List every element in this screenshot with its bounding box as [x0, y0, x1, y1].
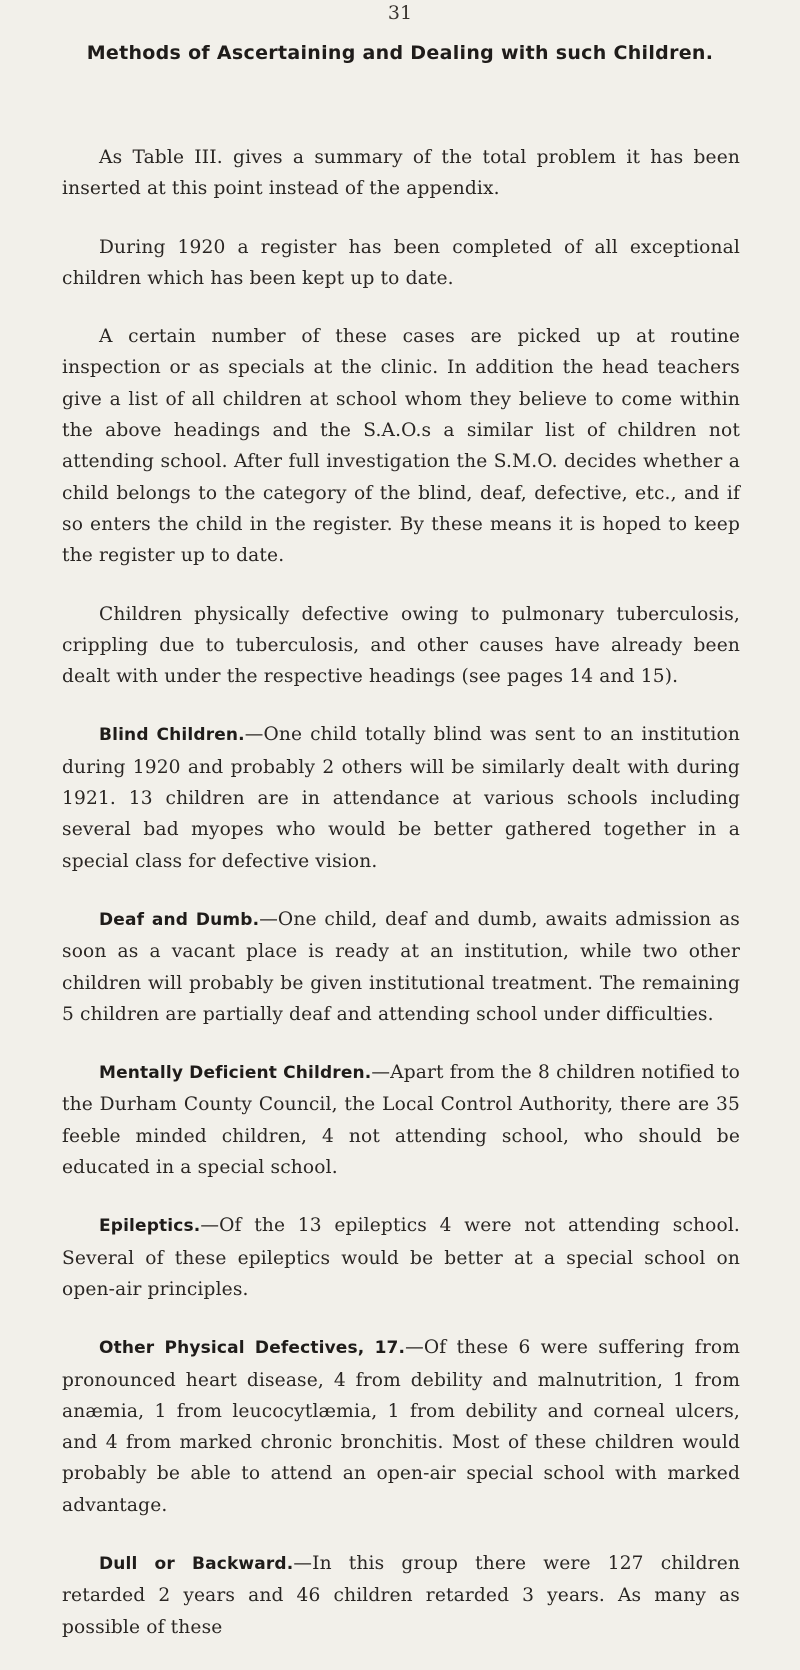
paragraph-heading: Blind Children.: [99, 725, 245, 746]
body-text: [62, 142, 740, 1670]
paragraph-physically-defective: [62, 599, 740, 693]
paragraph-mentally-deficient: [62, 1057, 740, 1183]
paragraph-heading: Dull or Backward.: [99, 1553, 294, 1574]
paragraph-heading: Other Physical Defectives, 17.: [99, 1338, 406, 1359]
paragraph-register: [62, 232, 740, 295]
paragraph-text: —Of the 13 epileptics 4 were not attending school. Several of these epileptics would be better at a special school on open-air principles.: [62, 1215, 740, 1300]
paragraph-epileptics: [62, 1210, 740, 1305]
paragraph-blind-children: [62, 719, 740, 876]
paragraph-text: As Table III. gives a summary of the total problem it has been inserted at this point instead of the appendix.: [62, 147, 740, 200]
paragraph-dull-or-backward: [62, 1548, 740, 1643]
paragraph-text: —One child, deaf and dumb, awaits admission as soon as a vacant place is ready at an institution, while two other children will probably be given institutional treatment. The remaining 5 children are partially deaf and attending school under difficulties.: [62, 908, 740, 1025]
paragraph-text: —In this group there were 127 children retarded 2 years and 46 children retarded 3 years. As many as possible of these: [62, 1552, 740, 1638]
paragraph-intro: [62, 142, 740, 205]
paragraph-other-physical-defectives: [62, 1332, 740, 1521]
paragraph-heading: Mentally Deficient Children.: [99, 1063, 372, 1084]
paragraph-deaf-and-dumb: [62, 904, 740, 1030]
paragraph-text: —Of these 6 were suffering from pronounced heart disease, 4 from debility and malnutrition, 1 from anæmia, 1 from leucocytlæmia, 1 from debility and corneal ulcers, and 4 from marked chronic bronchitis. Most of these children would probably be able to attend an open-air special school with marked advantage.: [62, 1337, 740, 1516]
paragraph-text: During 1920 a register has been completed of all exceptional children which has been kept up to date.: [62, 236, 740, 289]
paragraph-inspection: [62, 321, 740, 571]
page-number: 31: [387, 2, 413, 24]
paragraph-text: —One child totally blind was sent to an institution during 1920 and probably 2 others will be similarly dealt with during 1921. 13 children are in attendance at various schools including several bad myopes who would be better gathered together in a special class for defective vision.: [62, 724, 740, 872]
section-title: Methods of Ascertaining and Dealing with such Children.: [86, 42, 714, 64]
paragraph-text: A certain number of these cases are picked up at routine inspection or as specials at the clinic. In addition the head teachers give a list of all children at school whom they believe to come within the above headings and the S.A.O.s a similar list of children not attending school. After full investigation the S.M.O. decides whether a child belongs to the category of the blind, deaf, defective, etc., and if so enters the child in the register. By these means it is hoped to keep the register up to date.: [62, 326, 740, 567]
paragraph-text: —Apart from the 8 children notified to the Durham County Council, the Local Control Authority, there are 35 feeble minded children, 4 not attending school, who should be educated in a special school.: [62, 1062, 741, 1179]
paragraph-heading: Deaf and Dumb.: [99, 909, 260, 930]
paragraph-text: Children physically defective owing to pulmonary tuberculosis, crippling due to tuberculosis, and other causes have already been dealt with under the respective headings (see pages 14 and 15).: [62, 603, 740, 688]
paragraph-heading: Epileptics.: [99, 1216, 201, 1237]
